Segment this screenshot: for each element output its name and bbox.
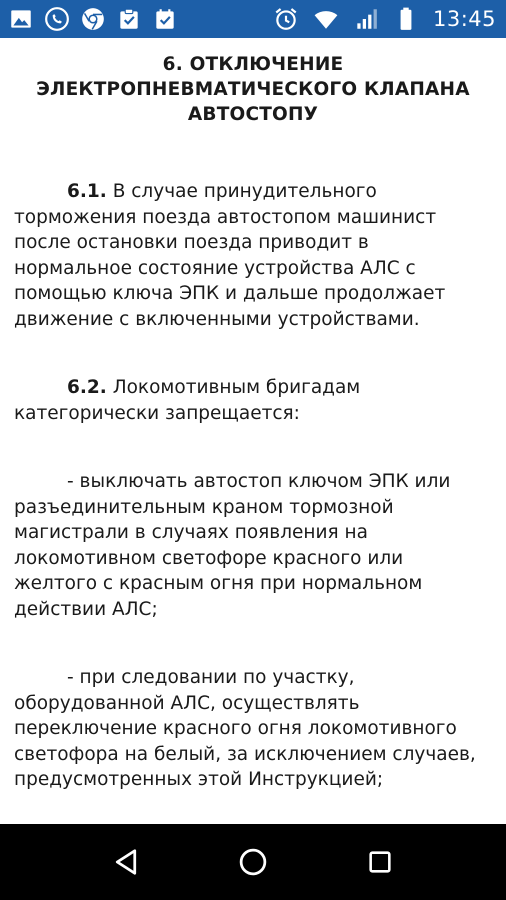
paragraph-6-2 <box>14 375 492 426</box>
home-button[interactable] <box>233 842 273 882</box>
list-item-autostop <box>14 469 492 622</box>
notification-icons <box>8 6 178 32</box>
back-icon <box>111 847 141 877</box>
paragraph-text: - выключать автостоп ключом ЭПК или разъединительным краном тормозной магистрали в случаях появления на локомотивном светофоре красного или желтого с красным огня при нормальном действии АЛС; <box>14 471 451 620</box>
paragraph-text: Локомотивным бригадам категорически запрещается: <box>14 377 361 424</box>
paragraph-text: - при следовании по участку, оборудованной АЛС, осуществлять переключение красного огня локомотивного светофора на белый, за исключением случаев, предусмотренных этой Инструкцией; <box>14 667 476 790</box>
recents-button[interactable] <box>360 842 400 882</box>
image-icon <box>8 6 34 32</box>
paragraph-number: 6.1. <box>67 181 107 202</box>
wifi-icon <box>313 6 339 32</box>
cell-signal-icon <box>353 6 379 32</box>
alarm-icon <box>273 6 299 32</box>
paragraph-text: В случае принудительного торможения поезда автостопом машинист после остановки поезда приводит в нормальное состояние устройства АЛС с помощью ключа ЭПК и дальше продолжает движение с включенными устройствами. <box>14 181 446 330</box>
home-icon <box>238 847 268 877</box>
document-title: 6. ОТКЛЮЧЕНИЕ ЭЛЕКТРОПНЕВМАТИЧЕСКОГО КЛАПАНА АВТОСТОПУ <box>36 54 470 125</box>
back-button[interactable] <box>106 842 146 882</box>
paragraph-6-1 <box>14 179 492 332</box>
navigation-bar <box>0 824 506 900</box>
document-content[interactable] <box>0 38 506 824</box>
recents-icon <box>366 848 394 876</box>
status-bar <box>0 0 506 38</box>
phone-call-icon <box>44 6 70 32</box>
system-icons <box>273 6 496 32</box>
status-time: 13:45 <box>432 7 496 31</box>
clipboard-check-icon <box>116 6 142 32</box>
chrome-icon <box>80 6 106 32</box>
task-check-icon <box>152 6 178 32</box>
paragraph-number: 6.2. <box>67 377 107 398</box>
battery-icon <box>393 6 419 32</box>
list-item-signal-switch <box>14 665 492 793</box>
